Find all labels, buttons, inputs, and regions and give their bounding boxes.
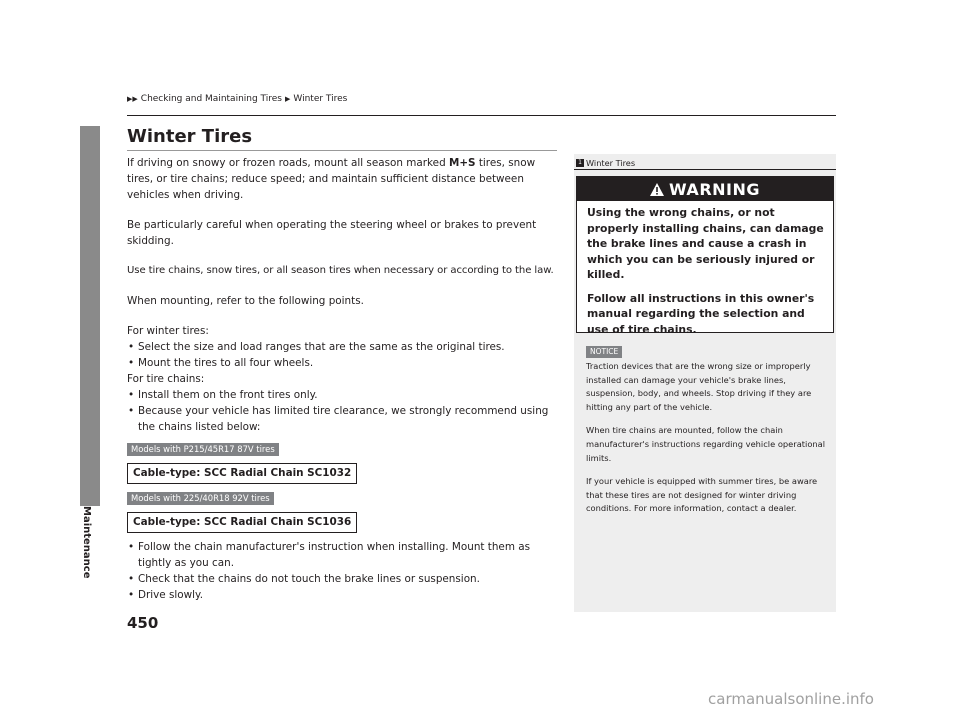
list-item: • Because your vehicle has limited tire clearance, we strongly recommend using the chains listed below: (127, 403, 559, 435)
intro-paragraph: If driving on snowy or frozen roads, mount all season marked M+S tires, snow tires, or tire chains; reduce speed; and maintain sufficient distance between vehicles when driving. (127, 157, 536, 201)
breadcrumb (127, 94, 347, 104)
subheading: For tire chains: (127, 373, 205, 385)
section-label: Maintenance (81, 506, 92, 579)
page-number: 450 (127, 614, 159, 632)
chain-box: Cable-type: SCC Radial Chain SC1032 (127, 463, 357, 484)
breadcrumb-item: Winter Tires (293, 94, 348, 104)
list-item: • Select the size and load ranges that are the same as the original tires. (127, 339, 559, 355)
list-item: • Drive slowly. (127, 587, 559, 603)
breadcrumb-arrow-icon: ▶▶ (127, 95, 138, 103)
header-rule (127, 115, 836, 116)
paragraph: When mounting, refer to the following points. (127, 295, 364, 307)
warning-icon (650, 183, 664, 196)
warning-box (576, 176, 834, 336)
side-tab (80, 126, 100, 506)
paragraph: Use tire chains, snow tires, or all season tires when necessary or according to the law. (127, 265, 554, 276)
main-content (127, 155, 559, 603)
warning-body: Using the wrong chains, or not properly installing chains, can damage the brake lines and cause a crash in which you can be seriously injured or killed. Follow all instructions in this owner's manual regarding the selection and use of tire chains. (587, 206, 824, 336)
list-item: • Follow the chain manufacturer's instruction when installing. Mount them as tightly as you can. (127, 539, 559, 571)
list-item: • Install them on the front tires only. (127, 387, 559, 403)
model-tag: Models with P215/45R17 87V tires (127, 443, 279, 456)
sidebar-rule (574, 169, 836, 170)
page-title: Winter Tires (127, 126, 253, 147)
list-item: • Mount the tires to all four wheels. (127, 355, 559, 371)
breadcrumb-arrow-icon: ▶ (285, 95, 291, 103)
notice-text: Traction devices that are the wrong size or improperly installed can damage your vehicle's brake lines, suspension, body, and wheels. Stop driving if they are hitting any part of the vehicle. When tire chains are mounted, follow the chain manufacturer's instructions regarding vehicle operational limits. If your vehicle is equipped with summer tires, be aware that these tires are not designed for winter driving conditions. For more information, contact a dealer. (586, 361, 826, 514)
warning-title: WARNING (577, 177, 833, 201)
sidebar-heading: 1 Winter Tires (576, 158, 635, 168)
subheading: For winter tires: (127, 325, 209, 337)
list-item: • Check that the chains do not touch the brake lines or suspension. (127, 571, 559, 587)
title-rule (127, 150, 557, 151)
sidebar-notes (574, 154, 836, 612)
notice-badge: NOTICE (586, 346, 622, 358)
watermark: carmanualsonline.info (708, 690, 874, 708)
reference-icon: 1 (576, 159, 584, 167)
chain-box: Cable-type: SCC Radial Chain SC1036 (127, 512, 357, 533)
breadcrumb-item[interactable]: Checking and Maintaining Tires (140, 94, 282, 104)
paragraph: Be particularly careful when operating the steering wheel or brakes to prevent skidding. (127, 219, 537, 247)
model-tag: Models with 225/40R18 92V tires (127, 492, 274, 505)
